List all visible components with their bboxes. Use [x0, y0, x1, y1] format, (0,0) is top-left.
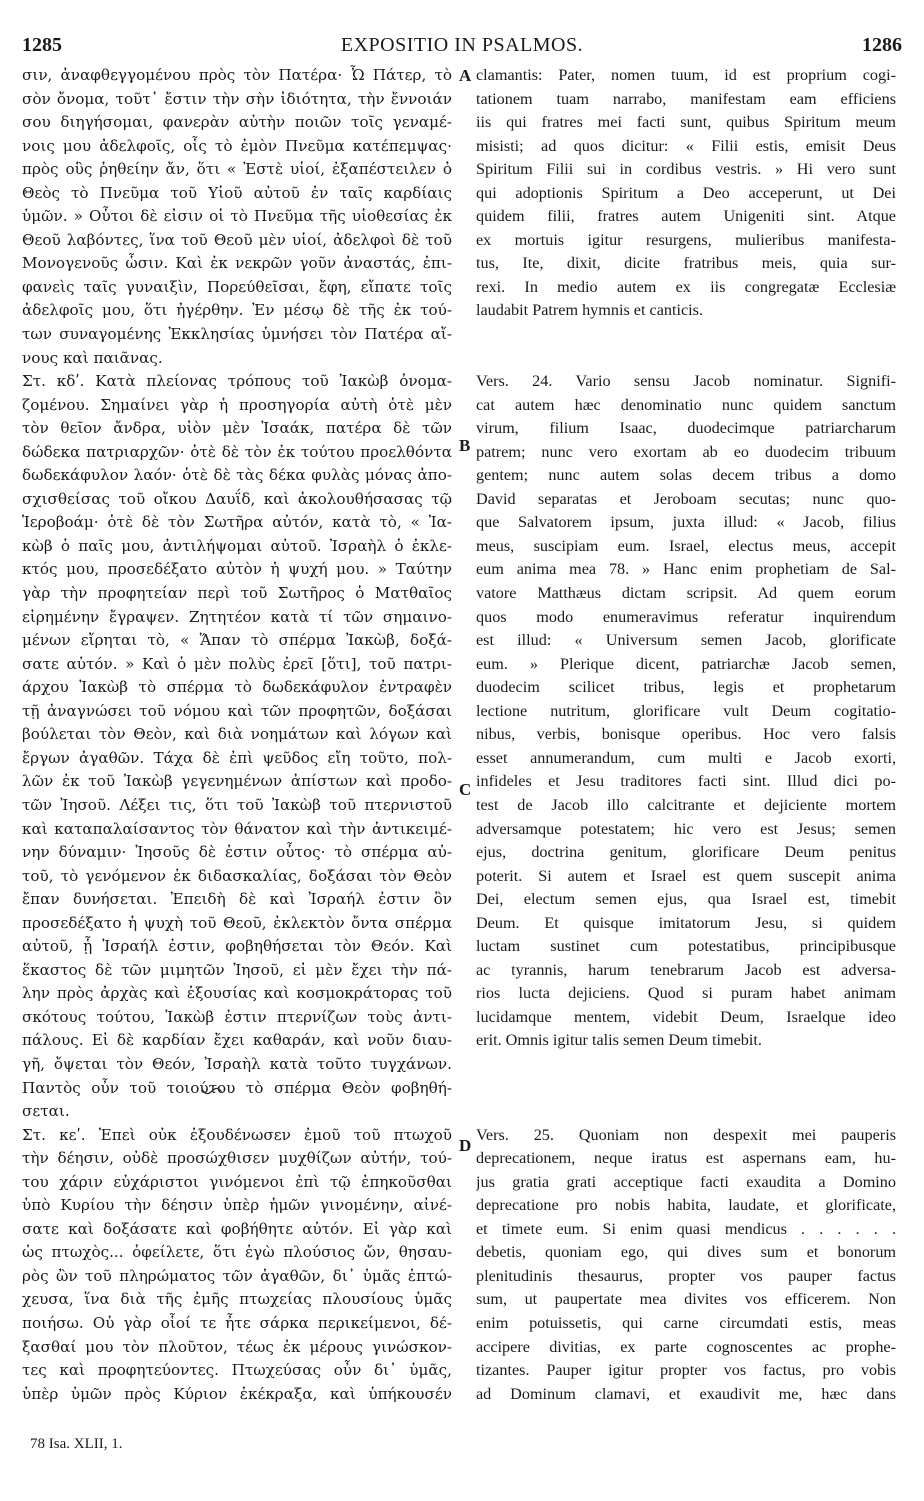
margin-marker-a: A [459, 66, 472, 85]
text-line: quos modo enumeravimus referatur inquirendum [476, 607, 896, 626]
margin-marker-b: B [459, 436, 471, 455]
text-line: καὶ καταπαλαίσαντος τὸν θάνατον καὶ τὴν ἀντικειμέ- [22, 819, 452, 838]
text-line: meus, suscipiam eum. Israel, electus meus, accepit [476, 536, 896, 555]
text-line: deprecationem, neque iratus est aspernans eam, hu- [476, 1149, 896, 1168]
page-number-right: 1286 [862, 34, 902, 56]
text-line: Vers. 24. Vario sensu Jacob nominatur. Signifi- [476, 372, 896, 391]
text-line: λην πρὸς ἀρχὰς καὶ ἐξουσίας καὶ κοσμοκράτορας τοῦ [22, 984, 452, 1003]
text-line: ὑμῶν. » Οὗτοι δὲ εἰσιν οἱ τὸ Πνεῦμα τῆς υἱοθεσίας ἐκ [22, 207, 452, 226]
ornament-icon [200, 1085, 224, 1099]
text-line: Ἱεροβοάμ· ὁτὲ δὲ τὸν Σωτῆρα αὐτόν, κατὰ τὸ, « Ἰα- [22, 513, 452, 532]
text-line: τες καὶ προφητεύοντες. Πτωχεύσας οὖν δι᾽ ὑμᾶς, [22, 1361, 452, 1380]
text-line: τοῦ, τὸ γενόμενον ἐκ διδασκαλίας, δοξάσαι τὸν Θεὸν [22, 866, 452, 885]
text-line: debetis, quoniam ego, qui dives sum et bonorum [476, 1243, 896, 1262]
text-line: βούλεται τὸν Θεὸν, καὶ διὰ νοημάτων καὶ λόγων καὶ [22, 725, 452, 744]
text-line: cat autem hæc denominatio nunc quidem sanctum [476, 395, 896, 414]
text-line: πρὸς οὓς ῥηθείην ἄν, ὅτι « Ἐστὲ υἱοί, ἐξαπέστειλεν ὁ [22, 160, 452, 179]
text-line: τὸν θεῖον ἄνδρα, υἱὸν μὲν Ἰσαάκ, πατέρα δὲ τῶν [22, 419, 452, 438]
text-line: erit. Omnis igitur talis semen Deum timebit. [476, 1031, 762, 1050]
text-line: vatore Matthæus dictam scripsit. Ad quem eorum [476, 584, 896, 603]
paragraph-gap [476, 1100, 896, 1124]
text-line: των συναγομένης Ἐκκλησίας ὑμνήσει τὸν Πατέρα αἴ- [22, 325, 452, 344]
text-line: μένων εἴρηται τὸ, « Ἅπαν τὸ σπέρμα Ἰακὼβ, δοξά- [22, 631, 452, 650]
text-line: rexi. In medio autem ex iis congregatæ Ecclesiæ [476, 277, 896, 296]
text-line: ἕκαστος δὲ τῶν μιμητῶν Ἰησοῦ, εἰ μὲν ἔχει τὴν πά- [22, 960, 452, 979]
text-line: infideles et Jesu traditores facti sint. Illud dici po- [476, 772, 896, 791]
text-line: rios lucta dejiciens. Quod si puram habet animam [476, 984, 896, 1003]
text-line: ὡς πτωχὸς... ὀφείλετε, ὅτι ἐγὼ πλούσιος ὤν, θησαυ- [22, 1243, 452, 1262]
text-line: ex mortuis igitur resurgens, mulieribus manifesta- [476, 230, 896, 249]
text-line: duodecim scilicet tribus, legis et prophetarum [476, 678, 896, 697]
text-line: adversamque potestatem; hic vero est Jesus; semen [476, 819, 896, 838]
text-line: tus, Ite, dixit, dicite fratribus meis, quia sur- [476, 254, 896, 273]
text-line: σατε καὶ δοξάσατε καὶ φοβήθητε αὐτόν. Εἰ γὰρ καὶ [22, 1219, 452, 1238]
text-line: nibus, verbis, bonisque operibus. Hoc vero falsis [476, 725, 896, 744]
text-line: lucidamque mentem, videbit Deum, Israelque ideo [476, 1007, 896, 1026]
text-line: tizantes. Pauper igitur propter vos factus, pro vobis [476, 1361, 896, 1380]
text-line: νοις μου ἀδελφοῖς, οἷς τὸ ἐμὸν Πνεῦμα κατέπεμψας· [22, 136, 452, 155]
text-line: σκότους τούτου, Ἰακὼβ ἐστιν πτερνίζων τοὺς ἀντι- [22, 1007, 452, 1026]
text-line: qui adoptionis Spiritum a Deo acceperunt, ut Dei [476, 183, 896, 202]
text-line: ad Dominum clamavi, et exaudivit me, hæc dans [476, 1384, 896, 1403]
text-line: iis qui fratres mei facti sunt, quibus Spiritum meum [476, 113, 896, 132]
text-line: ξασθαί μου τὸν πλοῦτον, τέως ἐκ μέρους γινώσκον- [22, 1337, 452, 1356]
text-line: Στ. κεʹ. Ἐπεὶ οὐκ ἐξουδένωσεν ἐμοῦ τοῦ πτωχοῦ [22, 1125, 452, 1144]
text-line: του χάριν εὐχάριστοι γινόμενοι ἐπὶ τῷ ἐπηκοῦσθαι [22, 1172, 452, 1191]
text-line: προσεδέξατο ἡ ψυχὴ τοῦ Θεοῦ, ἐκλεκτὸν ὄντα σπέρμα [22, 913, 452, 932]
text-line: David separatas et Jeroboam secutas; nunc quo- [476, 489, 896, 508]
text-line: ἔργων ἀγαθῶν. Τάχα δὲ ἐπὶ ψεῦδος εἴη τοῦτο, πολ- [22, 748, 452, 767]
text-line: clamantis: Pater, nomen tuum, id est proprium cogi- [476, 66, 896, 84]
text-line: virum, filium Isaac, duodecimque patriarcharum [476, 419, 896, 438]
text-line: Spiritum Filii sui in cordibus vestris. » Hi vero sunt [476, 160, 896, 179]
text-line: Θεοῦ λαβόντες, ἵνα τοῦ Θεοῦ μὲν υἱοί, ἀδελφοὶ δὲ τοῦ [22, 230, 452, 249]
text-line: κτός μου, προσεδέξατο αὐτὸν ἡ ψυχή μου. » Ταύτην [22, 560, 452, 579]
text-line: tationem tuam narrabo, manifestam eam efficiens [476, 89, 896, 108]
page-number-left: 1285 [22, 34, 62, 56]
margin-marker-d: D [459, 1136, 472, 1155]
text-line: τῇ ἀναγνώσει τοῦ νόμου καὶ τῶν προφητῶν, δοξάσαι [22, 701, 452, 720]
text-line: lectione nutritum, glorificare vult Deum cogitatio- [476, 701, 896, 720]
text-line: ἔπαν δυνήσεται. Ἐπειδὴ δὲ καὶ Ἰσραήλ ἐστιν ὃν [22, 890, 452, 909]
text-line: eum. » Plerique dicent, patriarchæ Jacob semen, [476, 654, 896, 673]
text-line: que Salvatorem ipsum, juxta illud: « Jacob, filius [476, 513, 896, 532]
text-line: Μονογενοῦς ὦσιν. Καὶ ἐκ νεκρῶν γοῦν ἀναστάς, ἐπι- [22, 254, 452, 273]
text-line: accipere divitias, ex parte cognoscentes ac prophe- [476, 1337, 896, 1356]
text-line: laudabit Patrem hymnis et canticis. [476, 301, 704, 320]
text-line: test de Jacob illo calcitrante et dejiciente mortem [476, 795, 896, 814]
text-line: eum anima mea 78. » Hanc enim prophetiam de Sal- [476, 560, 896, 579]
text-line: ζομένου. Σημαίνει γὰρ ἡ προσηγορία αὐτὴ ὁτὲ μὲν [22, 395, 452, 414]
text-line: esset annumerandum, cum multi e Jacob exorti, [476, 748, 896, 767]
text-line: σιν, ἀναφθεγγομένου πρὸς τὸν Πατέρα· Ὦ Πάτερ, τὸ [22, 66, 452, 84]
text-line: Θεὸς τὸ Πνεῦμα τοῦ Υἱοῦ αὐτοῦ ἐν ταῖς καρδίαις [22, 183, 452, 202]
text-line: σεται. [22, 1102, 70, 1121]
text-line: Vers. 25. Quoniam non despexit mei pauperis [476, 1125, 896, 1144]
paragraph-gap [476, 1077, 896, 1101]
text-line: δώδεκα πατριαρχῶν· ὁτὲ δὲ τὸν ἐκ τούτου προελθόντα [22, 442, 452, 461]
text-line: Στ. κδʹ. Κατὰ πλείονας τρόπους τοῦ Ἰακὼβ ὀνομα- [22, 372, 452, 391]
greek-column [22, 64, 452, 1406]
text-line: τὴν δέησιν, οὐδὲ προσώχθισεν μυχθίζων αὐτήν, τού- [22, 1149, 452, 1168]
text-line: άρχου Ἰακὼβ τὸ σπέρμα τὸ δωδεκάφυλον ἐντραφὲν [22, 678, 452, 697]
text-line: κὼβ ὁ παῖς μου, ἀντιλήψομαι αὐτοῦ. Ἰσραὴλ ὁ ἐκλε- [22, 536, 452, 555]
text-line: jus gratia grati acceptique facti exaudita a Domino [476, 1172, 896, 1191]
text-line: sum, ut paupertate mea divites vos efficerem. Non [476, 1290, 896, 1309]
text-line: δωδεκάφυλον λαόν· ὁτὲ δὲ τὰς δέκα φυλὰς μόνας ἀπο- [22, 466, 452, 485]
text-line: deprecatione pro nobis habita, laudate, et glorificate, [476, 1196, 896, 1215]
text-line: ποιήσω. Οὐ γὰρ οἷοί τε ἦτε σάρκα περικείμενοι, δέ- [22, 1313, 452, 1332]
paragraph-gap [476, 347, 896, 371]
margin-marker-c: C [459, 780, 472, 799]
text-line: et timete eum. Si enim quasi mendicus . . . . . . [476, 1219, 896, 1238]
text-line: quidem filii, fratres autem Unigeniti sint. Atque [476, 207, 896, 226]
text-line: enim potuissetis, qui carne circumdati estis, meas [476, 1313, 896, 1332]
text-line: εἰρημένην ἔγραψεν. Ζητητέον κατὰ τί τῶν σημαινο- [22, 607, 452, 626]
text-line: φανεὶς ταῖς γυναιξὶν, Πορεύθεῖσαι, ἔφη, εἴπατε τοῖς [22, 277, 452, 296]
text-line: σὸν ὄνομα, τοῦτ᾽ ἔστιν τὴν σὴν ἰδιότητα, τὴν ἔννοιάν [22, 89, 452, 108]
text-line: patrem; nunc vero exortam ab eo duodecim tribuum [476, 442, 896, 461]
text-line: est illud: « Universum semen Jacob, glorificate [476, 631, 896, 650]
text-line: gentem; nunc autem solas decem tribus a domo [476, 466, 896, 485]
text-line: luctam sustinet cum potestatibus, principibusque [476, 937, 896, 956]
page-header [22, 34, 902, 58]
text-line: χευσα, ἵνα διὰ τῆς ἐμῆς πτωχείας πλουσίους ὑμᾶς [22, 1290, 452, 1309]
text-line: ὑπὲρ ὑμῶν πρὸς Κύριον ἐκέκραξα, καὶ ὑπήκουσέν [22, 1384, 452, 1403]
running-title: EXPOSITIO IN PSALMOS. [340, 34, 584, 56]
text-line: γῆ, ὄψεται τὸν Θεόν, Ἰσραὴλ κατὰ τοῦτο τυγχάνων. [22, 1054, 452, 1073]
text-line: plenitudinis thesaurus, propter vos pauper factus [476, 1266, 896, 1285]
text-line: νην δύναμιν· Ἰησοῦς δὲ ἐστιν οὗτος· τὸ σπέρμα αὐ- [22, 843, 452, 862]
text-line: poterit. Si autem et Israel est quem suscepit anima [476, 866, 896, 885]
text-line: νους καὶ παιᾶνας. [22, 348, 163, 367]
text-line: σατε αὐτόν. » Καὶ ὁ μὲν πολὺς ἐρεῖ [ὅτι], τοῦ πατρι- [22, 654, 452, 673]
text-line: τῶν Ἰησοῦ. Λέξει τις, ὅτι τοῦ Ἰακὼβ τοῦ πτερνιστοῦ [22, 795, 452, 814]
text-line: γὰρ τὴν προφητείαν περὶ τοῦ Σωτῆρος ὁ Ματθαῖος [22, 584, 452, 603]
text-line: πάλους. Εἰ δὲ καρδίαν ἔχει καθαράν, καὶ νοῦν διαυ- [22, 1031, 452, 1050]
text-line: ἀδελφοῖς μου, ὅτι ἠγέρθην. Ἐν μέσῳ δὲ τῆς ἐκ τού- [22, 301, 452, 320]
text-line: λῶν ἐκ τοῦ Ἰακὼβ γεγενημένων ἀπίστων καὶ προδο- [22, 772, 452, 791]
text-line: αὐτοῦ, ᾗ Ἰσραήλ ἐστιν, φοβηθήσεται τὸν Θεόν. Καὶ [22, 937, 452, 956]
text-line: σχισθείσας τοῦ οἴκου Δαυΐδ, καὶ ἀκολουθήσασας τῷ [22, 489, 452, 508]
paragraph-gap [476, 1053, 896, 1077]
text-line: ὑπὸ Κυρίου τὴν δέησιν ὑπὲρ ἡμῶν γινομένην, αἰνέ- [22, 1196, 452, 1215]
text-line: Παντὸς οὖν τοῦ τοιούτου τὸ σπέρμα Θεὸν φοβηθή- [22, 1078, 452, 1097]
latin-column [476, 64, 896, 1406]
text-line: Deum. Et quisque imitatorum Jesu, si quidem [476, 913, 896, 932]
text-line: σου διηγήσομαι, φανερὰν αὐτὴν ποιῶν τοῖς γεναμέ- [22, 113, 452, 132]
text-line: ejus, doctrina genitum, glorificare Deum penitus [476, 843, 896, 862]
text-line: ρὸς ὢν τοῦ πληρώματος τῶν ἀγαθῶν, δι᾽ ὑμᾶς ἐπτώ- [22, 1266, 452, 1285]
paragraph-gap [476, 323, 896, 347]
text-line: ac tyrannis, harum tenebrarum Jacob est adversa- [476, 960, 896, 979]
text-line: Dei, electum semen ejus, qua Israel est, timebit [476, 890, 896, 909]
text-line: misisti; ad quos dicitur: « Filii estis, emisit Deus [476, 136, 896, 155]
footnote: 78 Isa. XLII, 1. [30, 1436, 123, 1452]
